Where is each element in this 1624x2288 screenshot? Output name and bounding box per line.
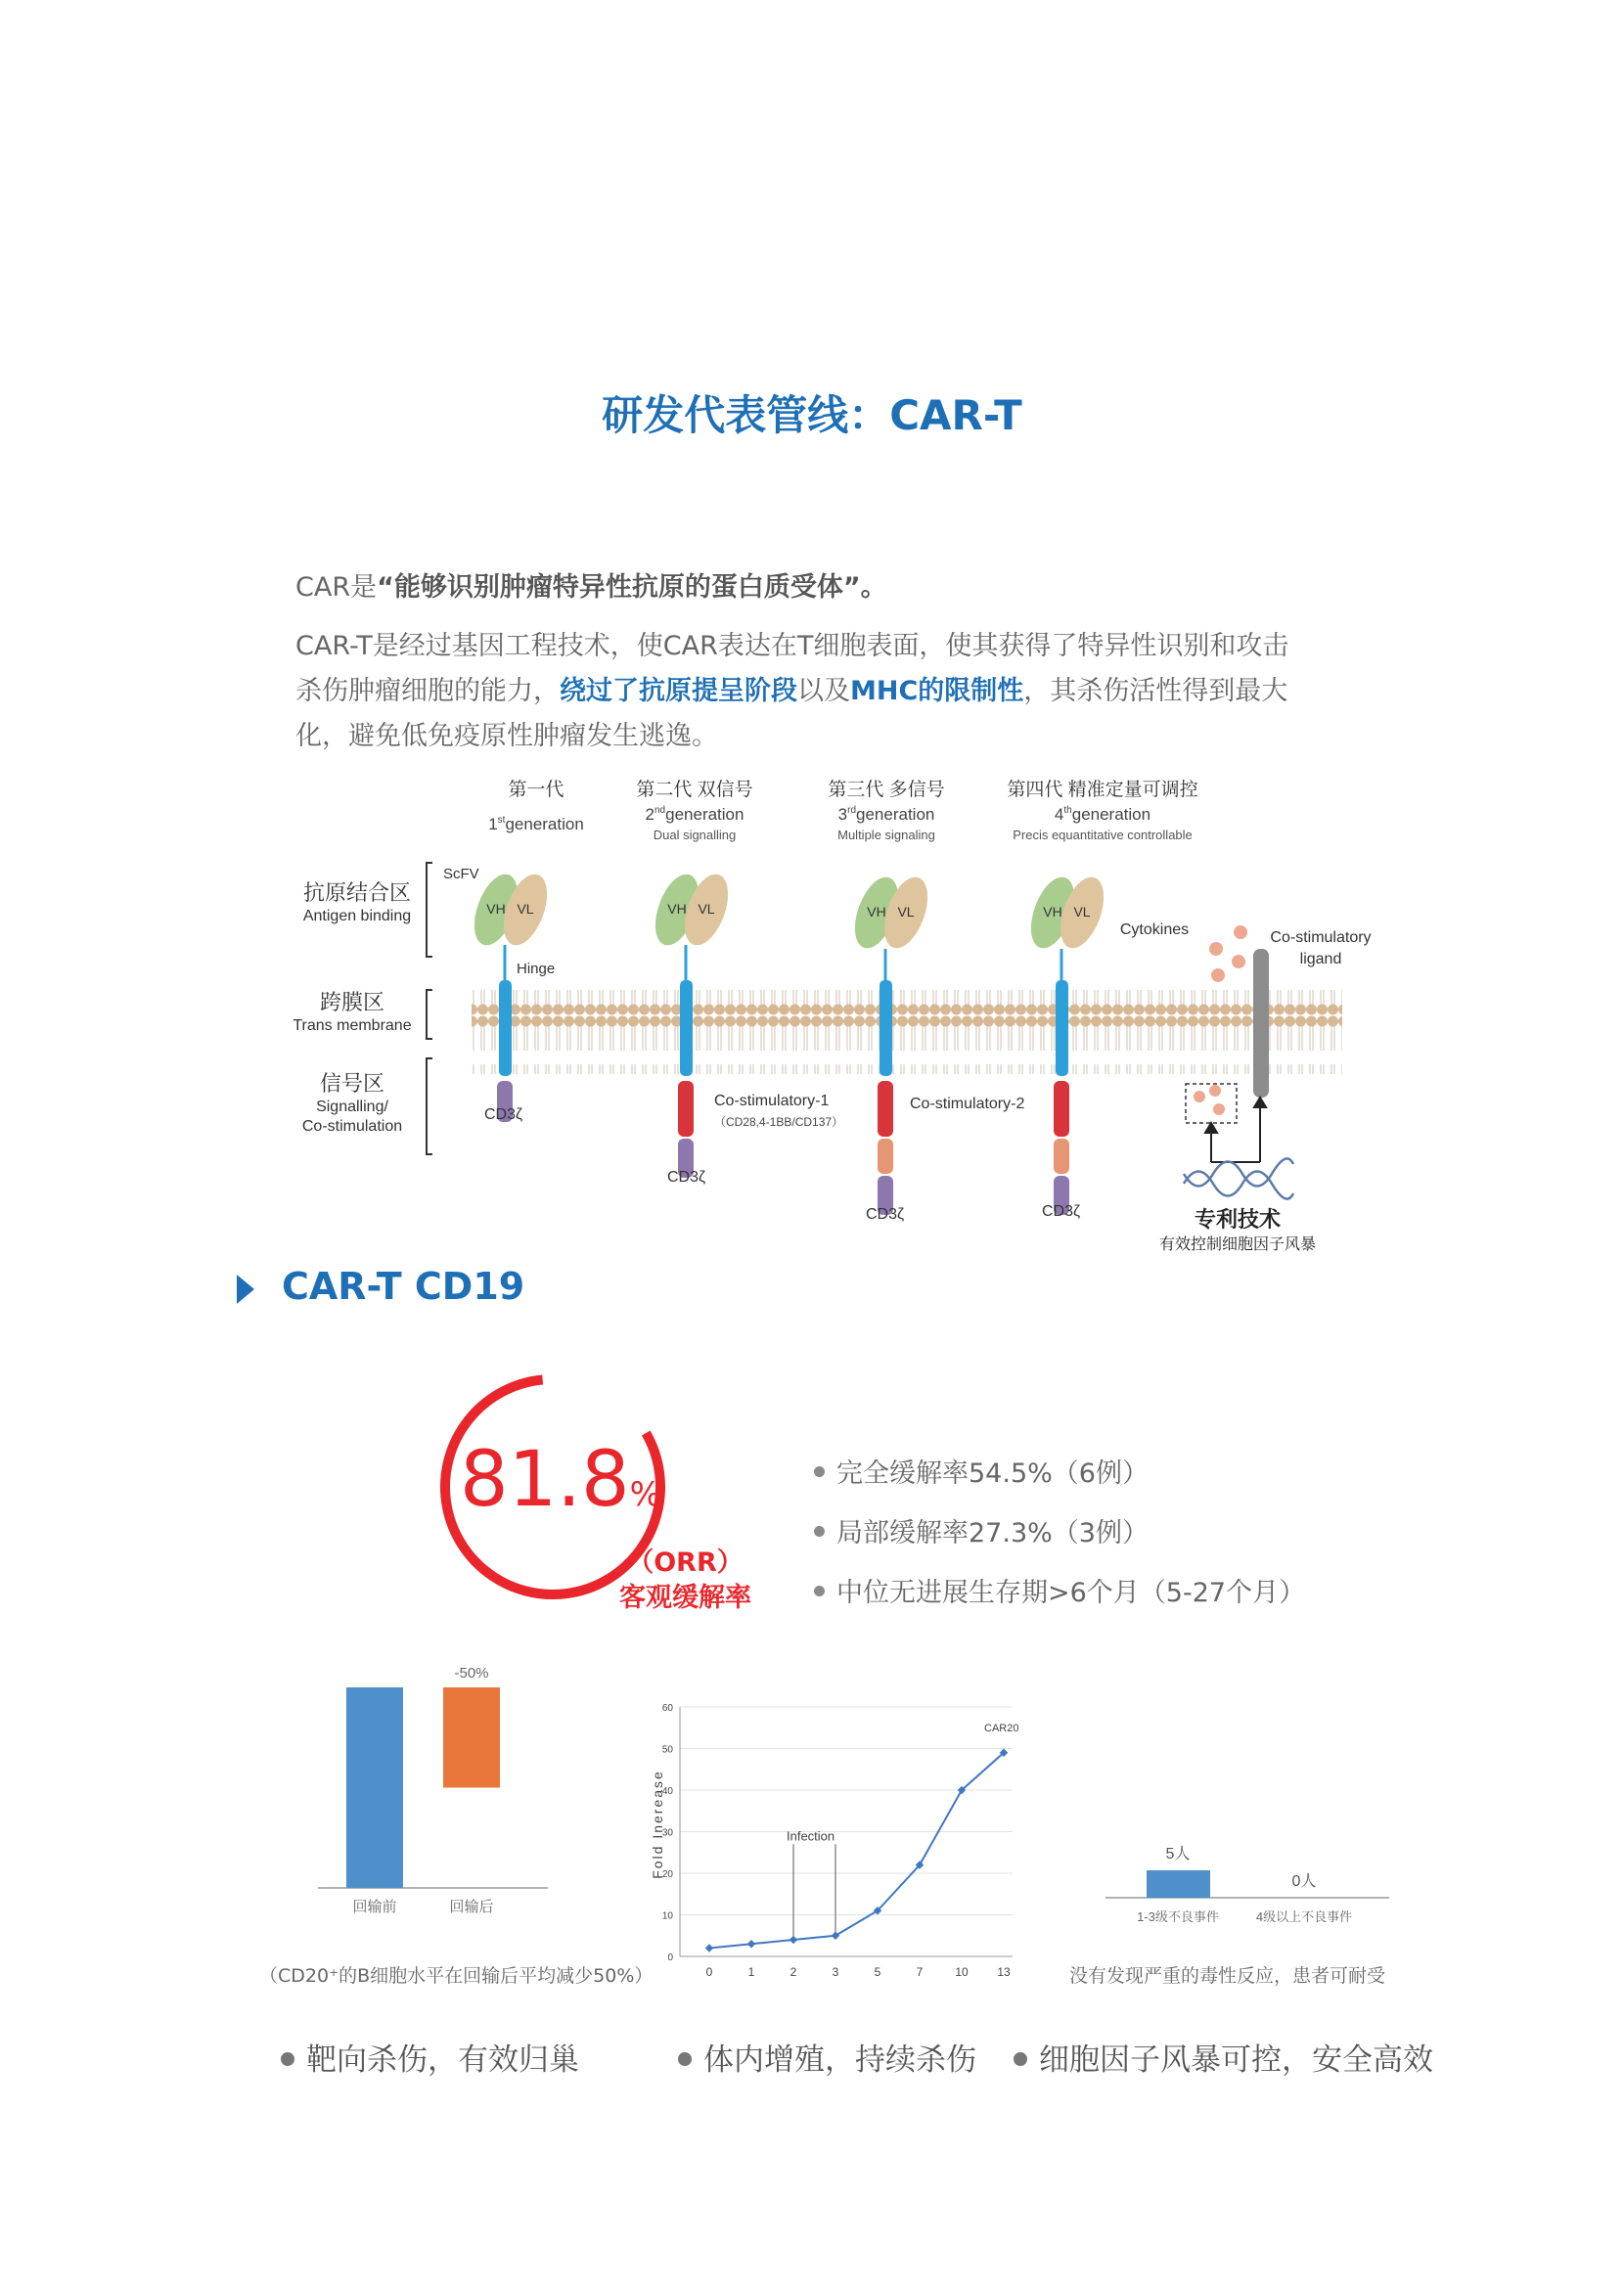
outcome-item: 局部缓解率27.3%（3例） [814,1511,1149,1549]
orr-value: 81.8% [460,1436,661,1524]
svg-text:VH: VH [1043,904,1062,920]
bar-after-label: -50% [454,1665,489,1682]
highlight-antigen: 绕过了抗原提呈阶段 [560,676,797,706]
gen2-sub: Dual signalling [653,828,737,842]
y-tick-label: 0 [667,1952,673,1963]
patent-label: 专利技术 [1194,1207,1282,1232]
bullet-icon [814,1586,825,1596]
region-signal-en: Signalling/ [316,1099,388,1115]
region-antigen-en: Antigen binding [302,908,412,924]
data-point [747,1940,755,1948]
scfv-domain-1 [466,869,556,951]
chart1-caption: （CD20⁺的B细胞水平在回输后平均减少50%） [259,1965,654,1987]
y-tick-label: 40 [661,1786,673,1797]
infection-markers [793,1844,835,1940]
data-point [832,1932,839,1940]
scfv-domain-4 [1022,872,1112,954]
bullet-icon [1014,2052,1027,2066]
gen3-sub: Multiple signaling [837,828,935,842]
hinge-label: Hinge [517,961,556,977]
costim1-domain-4 [1054,1081,1069,1137]
svg-text:VL: VL [1073,904,1091,920]
para-mid: 以及 [797,676,850,706]
patent-sub: 有效控制细胞因子风暴 [1158,1236,1317,1253]
svg-text:VH: VH [867,904,886,920]
gen1-cn: 第一代 [508,780,564,800]
x-tick-label: 5 [874,1965,881,1979]
bar-before [346,1687,403,1888]
y-tick-label: 30 [661,1827,673,1839]
gen4-sub: Precis equantitative controllable [1013,828,1193,842]
gen3-cn: 第三代 多信号 [828,780,945,800]
svg-text:VH: VH [667,901,687,917]
infection-annotation: Infection [787,1828,835,1844]
scfv-domain-3 [846,872,936,954]
cell-membrane [472,990,1342,1074]
orr-abbr: （ORR） [627,1548,744,1578]
outcome-item: 中位无进展生存期>6个月（5-27个月） [814,1571,1305,1609]
bullet-icon [281,2052,294,2066]
costim2-domain-4 [1054,1139,1069,1174]
intro-quote: “能够识别肿瘤特异性抗原的蛋白质受体”。 [377,572,887,603]
car-generations-diagram [284,763,1372,1272]
bullet-icon [814,1466,825,1477]
tick-label: 4级以上不良事件 [1255,1909,1353,1924]
para-text-b: ，其杀伤活性得到最大化，避免低免疫原性肿瘤发生逃逸。 [295,676,1288,751]
y-tick-label: 50 [661,1744,673,1756]
adverse-events-bar-chart [1105,1810,1419,1947]
region-brackets [427,863,432,1154]
fold-increase-line-chart [641,1678,1022,2000]
y-tick-label: 20 [661,1869,673,1880]
tick-label: 回输前 [352,1899,397,1915]
gen4-label: 4thgeneration [1054,805,1151,824]
y-tick-label: 60 [661,1703,673,1714]
x-tick-label: 10 [955,1965,969,1979]
svg-text:VH: VH [486,901,506,917]
data-point [789,1936,797,1944]
hinge-links [505,945,1061,980]
bar-label: 0人 [1291,1873,1317,1890]
bullet-icon [678,2052,692,2066]
section-title: CAR-T CD19 [282,1265,525,1308]
page-title: 研发代表管线：CAR-T [602,391,1022,439]
costim1-domain-2 [678,1081,694,1137]
chart3-caption: 没有发现严重的毒性反应，患者可耐受 [1069,1965,1386,1987]
gen2-label: 2ndgeneration [645,805,744,824]
gen1-label: 1stgeneration [488,815,584,833]
region-tm-cn: 跨膜区 [319,990,385,1014]
x-tick-label: 13 [997,1965,1011,1979]
svg-text:VL: VL [517,901,534,917]
tick-label: 1-3级不良事件 [1137,1909,1219,1924]
costim1-label: Co-stimulatory-1 [714,1093,830,1109]
x-tick-label: 7 [916,1965,924,1979]
section-arrow-icon [237,1275,254,1304]
svg-text:VL: VL [897,904,915,920]
cd3z-label-4: CD3ζ [1042,1203,1081,1220]
y-tick-label: 10 [661,1910,673,1922]
outcome-item: 完全缓解率54.5%（6例） [814,1452,1149,1490]
data-point [705,1944,713,1952]
x-tick-label: 3 [832,1965,839,1979]
bar-after [443,1687,500,1788]
gen3-label: 3rdgeneration [837,805,935,824]
scfv-label: ScFV [443,866,479,882]
cytokine-dots [1209,925,1247,982]
benefit-item: 靶向杀伤，有效归巢 [281,2035,579,2079]
series-line [709,1753,1004,1949]
orr-name: 客观缓解率 [619,1583,751,1613]
dna-icon [1184,1158,1293,1198]
scfv-domain-2 [647,869,737,951]
ligand-label-1: Co-stimulatory [1270,929,1372,946]
grid [680,1707,1013,1956]
orr-label [619,1546,751,1616]
bullet-icon [814,1526,825,1537]
tick-label: 回输后 [449,1899,494,1915]
para-text-a: CAR-T是经过基因工程技术，使CAR表达在T细胞表面，使其获得了特异性识别和攻击杀伤肿瘤细胞的能力， [295,631,1289,706]
region-signal-en2: Co-stimulation [301,1118,403,1135]
cytokine-box-dots [1194,1085,1225,1115]
costim1-domain-3 [878,1081,893,1137]
cd3z-label-3: CD3ζ [866,1206,905,1223]
costim-ligand [1253,949,1269,1098]
y-axis-label: Fold Inerease [650,1770,665,1879]
x-tick-label: 0 [705,1965,713,1979]
svg-text:VL: VL [698,901,715,917]
region-signal-cn: 信号区 [319,1071,385,1096]
ligand-label-2: ligand [1299,951,1342,967]
cd3z-label-1: CD3ζ [484,1106,523,1123]
series-label: CAR20 [984,1722,1019,1734]
intro-line [295,565,887,604]
intro-prefix: CAR是 [295,572,378,603]
gen4-cn: 第四代 精准定量可调控 [1007,780,1198,800]
costim1-sub: （CD28,4-1BB/CD137） [714,1115,844,1129]
cd3z-label-2: CD3ζ [667,1169,706,1186]
benefit-item: 细胞因子风暴可控，安全高效 [1014,2035,1433,2079]
bar-grade1-3 [1147,1870,1210,1898]
region-antigen-cn: 抗原结合区 [302,880,412,905]
region-tm-en: Trans membrane [293,1017,412,1034]
highlight-mhc: MHC的限制性 [850,676,1024,706]
gen2-cn: 第二代 双信号 [636,780,753,800]
cytokines-label: Cytokines [1119,921,1190,938]
costim2-domain-3 [878,1139,893,1174]
x-tick-label: 2 [789,1965,797,1979]
costim2-label: Co-stimulatory-2 [910,1096,1025,1112]
intro-paragraph [295,624,1293,759]
benefit-item: 体内增殖，持续杀伤 [678,2035,976,2079]
cd20-bar-chart [313,1653,567,1937]
bar-label: 5人 [1165,1846,1191,1862]
x-tick-label: 1 [747,1965,755,1979]
